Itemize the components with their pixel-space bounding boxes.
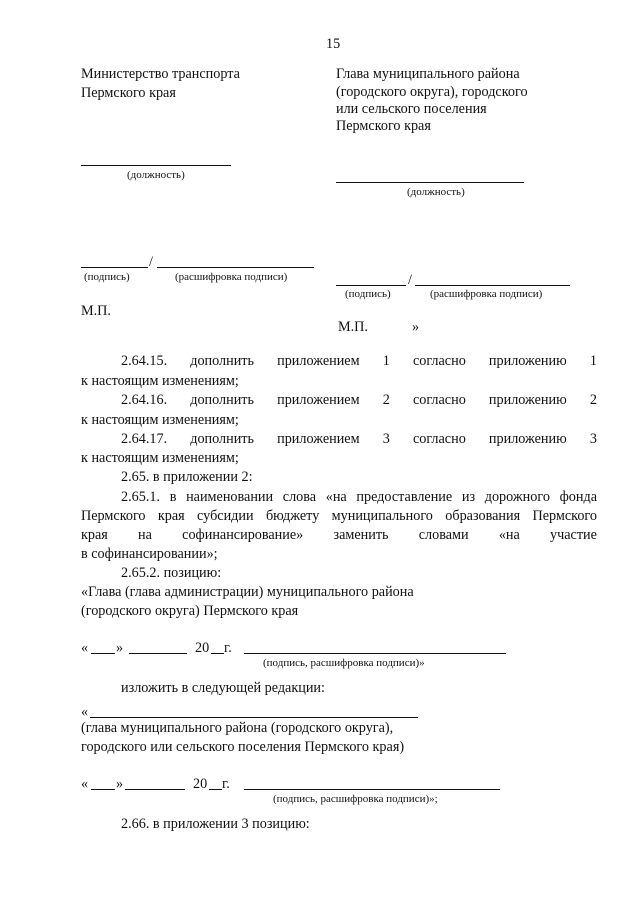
- item-2-64-17: 2.64.17. дополнить приложением 3 согласно приложению 3: [121, 431, 597, 447]
- left-stamp: М.П.: [81, 303, 111, 319]
- left-position-line: [81, 165, 231, 166]
- new-year: 20: [193, 776, 208, 792]
- new-position-line2: городского или сельского поселения Пермского края): [81, 739, 405, 755]
- new-date-close-quote: »: [116, 776, 124, 792]
- old-position-line1: «Глава (глава администрации) муниципального района: [81, 584, 414, 600]
- para-2-65-1-line1: 2.65.1. в наименовании слова «на предоставление из дорожного фонда: [121, 489, 597, 505]
- item-2-64-17-cont: к настоящим изменениям;: [81, 450, 239, 466]
- old-year-line: [211, 653, 224, 654]
- right-org-line2: (городского округа), городского: [336, 84, 528, 100]
- item-2-64-15: 2.64.15. дополнить приложением 1 согласно приложению 1: [121, 353, 597, 369]
- item-2-64-16: 2.64.16. дополнить приложением 2 согласно приложению 2: [121, 392, 597, 408]
- left-transcript-caption: (расшифровка подписи): [175, 271, 288, 283]
- left-sign-separator: /: [149, 254, 153, 270]
- old-signature-line: [244, 653, 506, 654]
- right-stamp: М.П.: [338, 319, 368, 335]
- left-org-line2: Пермского края: [81, 85, 176, 101]
- para-2-65: 2.65. в приложении 2:: [121, 469, 253, 485]
- right-position-line: [336, 182, 524, 183]
- right-signature-line: [336, 285, 406, 286]
- right-transcript-line: [415, 285, 570, 286]
- right-position-caption: (должность): [407, 186, 465, 198]
- right-signature-caption: (подпись): [345, 288, 391, 300]
- para-2-66: 2.66. в приложении 3 позицию:: [121, 816, 310, 832]
- new-signature-caption: (подпись, расшифровка подписи)»;: [273, 793, 438, 805]
- para-2-65-1-line3: края на софинансирование» заменить словами «на участие: [81, 527, 597, 543]
- old-date-open-quote: «: [81, 640, 89, 656]
- old-signature-caption: (подпись, расшифровка подписи)»: [263, 657, 425, 669]
- old-date-close-quote: »: [116, 640, 124, 656]
- old-year: 20: [195, 640, 210, 656]
- old-month-line: [129, 653, 187, 654]
- new-month-line: [125, 789, 185, 790]
- edit-intro: изложить в следующей редакции:: [121, 680, 325, 696]
- right-org-line1: Глава муниципального района: [336, 66, 520, 82]
- para-2-65-1-line4: в софинансировании»;: [81, 546, 218, 562]
- left-position-caption: (должность): [127, 169, 185, 181]
- para-2-65-1-line2: Пермского края субсидии бюджету муниципального образования Пермского: [81, 508, 597, 524]
- new-signature-line: [244, 789, 500, 790]
- new-year-line: [209, 789, 222, 790]
- left-signature-caption: (подпись): [84, 271, 130, 283]
- right-org-line3: или сельского поселения: [336, 101, 487, 117]
- old-position-line2: (городского округа) Пермского края: [81, 603, 299, 619]
- old-year-suffix: г.: [224, 640, 232, 656]
- page-number: 15: [326, 36, 341, 52]
- right-closing-quote: »: [412, 319, 420, 335]
- right-transcript-caption: (расшифровка подписи): [430, 288, 543, 300]
- left-signature-line: [81, 267, 148, 268]
- right-sign-separator: /: [408, 272, 412, 288]
- new-name-line: [90, 717, 418, 718]
- item-2-64-16-cont: к настоящим изменениям;: [81, 412, 239, 428]
- new-position-line1: (глава муниципального района (городского округа),: [81, 720, 394, 736]
- left-transcript-line: [157, 267, 314, 268]
- new-date-open-quote: «: [81, 776, 89, 792]
- right-org-line4: Пермского края: [336, 118, 431, 134]
- old-day-line: [91, 653, 115, 654]
- item-2-64-15-cont: к настоящим изменениям;: [81, 373, 239, 389]
- new-open-quote: «: [81, 704, 89, 720]
- para-2-65-2: 2.65.2. позицию:: [121, 565, 222, 581]
- new-year-suffix: г.: [222, 776, 230, 792]
- new-day-line: [91, 789, 115, 790]
- left-org-line1: Министерство транспорта: [81, 66, 240, 82]
